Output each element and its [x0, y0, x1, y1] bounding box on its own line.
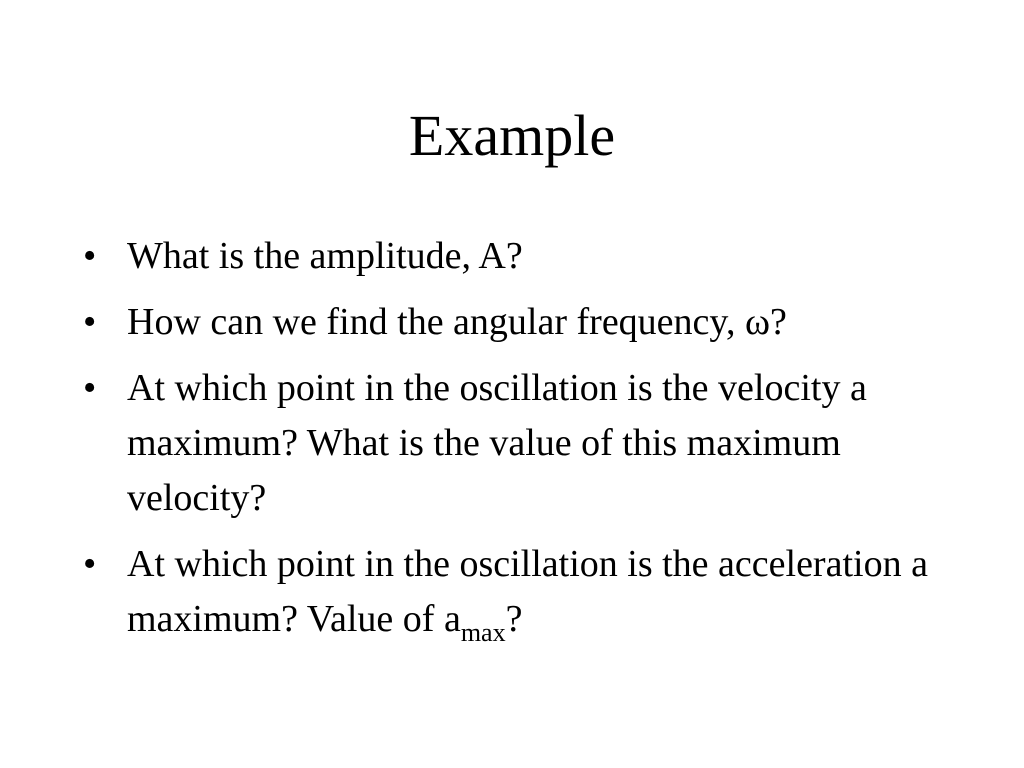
- bullet-item: [83, 361, 943, 526]
- bullet-text-after: ?: [505, 598, 523, 640]
- bullet-item: [83, 537, 943, 647]
- bullet-item: [83, 229, 943, 284]
- bullet-text: What is the amplitude, A?: [127, 235, 523, 277]
- subscript-max: max: [460, 618, 506, 647]
- slide-title: Example: [408, 103, 616, 168]
- bullet-text: At which point in the oscillation is the velocity a maximum? What is the value of this maximum velocity?: [127, 367, 867, 519]
- bullet-marker: •: [83, 235, 97, 277]
- bullet-list: [83, 229, 943, 658]
- bullet-marker: •: [83, 301, 97, 343]
- bullet-marker: •: [83, 367, 97, 409]
- bullet-item: [83, 295, 943, 350]
- bullet-text-before: At which point in the oscillation is the acceleration a maximum? Value of a: [127, 543, 928, 640]
- bullet-text: How can we find the angular frequency, ω?: [127, 301, 787, 343]
- bullet-marker: •: [83, 543, 97, 585]
